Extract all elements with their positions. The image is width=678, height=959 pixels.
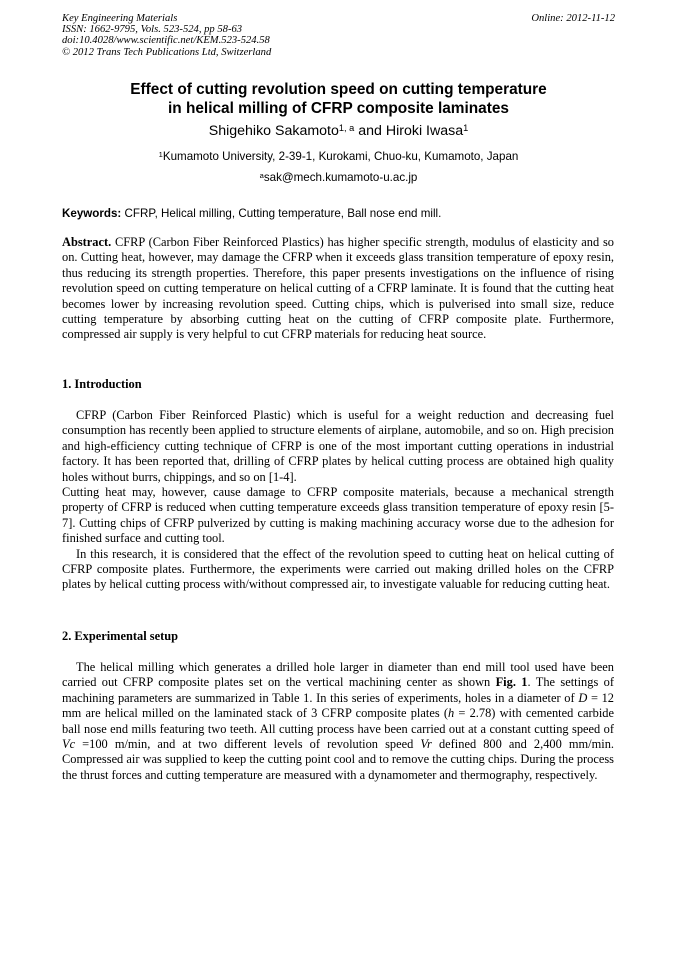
journal-name: Key Engineering Materials xyxy=(62,13,178,24)
intro-paragraph-2: Cutting heat may, however, cause damage to CFRP composite materials, because a mechanical strength property of CFRP is reduced when cutting temperature exceeds glass transition temperature of epoxy resin [5-7]. Cutting chips of CFRP pulverized by cutting is making machining accuracy worse due to the adhesion for finished surface and cutting tool. xyxy=(62,485,614,546)
section-heading-experimental-setup: 2. Experimental setup xyxy=(62,629,178,643)
keywords-label: Keywords: xyxy=(62,207,122,220)
author-2: Hiroki Iwasa xyxy=(385,123,464,139)
journal-header xyxy=(62,13,271,58)
intro-paragraph-3: In this research, it is considered that the effect of the revolution speed to cutting heat on helical cutting of CFRP composite plates. Furthermore, the experiments were carried out making drilled holes on the CFRP plates by helical cutting process with/without compressed air, to investigate valuable for reducing cutting heat. xyxy=(62,546,614,592)
setup-text: defined 800 and 2,400 mm/min. Compressed air was supplied to keep the cutting point cool and to remove the cutting chips. During the process the thrust forces and cutting temperature are measured with a dynamometer and thermography, respectively. xyxy=(62,737,614,782)
email-mark: a xyxy=(259,170,264,180)
abstract xyxy=(62,235,614,343)
experimental-setup-body xyxy=(62,660,614,783)
variable-Vr: Vr xyxy=(420,737,432,752)
online-date: Online: 2012-11-12 xyxy=(531,13,615,24)
author-1: Shigehiko Sakamoto xyxy=(208,123,339,139)
introduction-body xyxy=(62,408,614,593)
issn-line: ISSN: 1662-9795, Vols. 523-524, pp 58-63 xyxy=(62,24,243,36)
setup-paragraph-1 xyxy=(62,660,614,783)
author-list xyxy=(62,122,615,140)
keywords-text: CFRP, Helical milling, Cutting temperature, Ball nose end mill. xyxy=(121,207,442,220)
abstract-text: CFRP (Carbon Fiber Reinforced Plastics) has higher specific strength, modulus of elasticity and so on. Cutting heat, however, may damage the CFRP when it exceeds glass transition temperature of epoxy resin, thus reducing its strength properties. Therefore, this paper presents investigations on the influence of rising revolution speed on cutting temperature on helical cutting of a CFRP laminate. It is found that the cutting heat becomes lower by increasing revolution speed. Cutting chips, which is pulverised into small size, reduce cutting temperature by absorbing cutting heat on the cutting of CFRP composite plate. Furthermore, compressed air supply is very helpful to cut CFRP materials for reducing heat source. xyxy=(62,235,614,342)
keywords xyxy=(62,207,441,221)
author-1-affiliation-mark: 1, a xyxy=(338,122,355,133)
author-email xyxy=(62,171,615,185)
variable-D: D xyxy=(578,690,588,705)
title-line-1: Effect of cutting revolution speed on cutting temperature xyxy=(130,81,547,98)
affiliation-mark: 1 xyxy=(158,149,163,159)
copyright-line: © 2012 Trans Tech Publications Ltd, Switzerland xyxy=(62,46,272,58)
setup-text: =100 m/min, and at two different levels of revolution speed xyxy=(75,737,421,752)
email-link[interactable]: sak@mech.kumamoto-u.ac.jp xyxy=(263,171,418,184)
intro-paragraph-1: CFRP (Carbon Fiber Reinforced Plastic) which is useful for a weight reduction and decreasing fuel consumption has recently been applied to structure elements of airplane, automobile, and so on. High precision and high-efficiency cutting technique of CFRP is one of the most important cutting operations in industrial factory. It has been reported that, drilling of CFRP plates by helical cutting process are obtained high quality holes without burrs, chippings, and so on [1-4]. xyxy=(62,408,614,484)
paper-title xyxy=(62,80,615,118)
author-conjunction: and xyxy=(354,123,386,139)
setup-text: = 12 mm are helical milled on the laminated stack of 3 CFRP composite plates ( xyxy=(62,690,615,721)
abstract-label: Abstract. xyxy=(62,235,112,249)
setup-text: = 2.78) with cemented carbide ball nose end mills featuring two teeth. All cutting process have been carried out at a constant cutting speed of xyxy=(62,706,614,736)
section-heading-introduction: 1. Introduction xyxy=(62,377,142,391)
variable-Vc: Vc xyxy=(62,737,76,752)
figure-reference[interactable]: Fig. 1 xyxy=(495,675,528,690)
setup-text: . The settings of machining parameters are summarized in Table 1. In this series of experiments, holes in a diameter of xyxy=(62,675,614,705)
variable-h: h xyxy=(447,706,455,721)
doi-line: doi:10.4028/www.scientific.net/KEM.523-524.58 xyxy=(62,35,270,47)
setup-text: The helical milling which generates a drilled hole larger in diameter than end mill tool used have been carried out CFRP composite plates set on the vertical machining center as shown xyxy=(62,660,614,690)
affiliation-text: Kumamoto University, 2-39-1, Kurokami, Chuo-ku, Kumamoto, Japan xyxy=(162,150,519,163)
author-2-affiliation-mark: 1 xyxy=(463,122,469,133)
affiliation xyxy=(62,150,615,164)
title-line-2: in helical milling of CFRP composite laminates xyxy=(168,100,509,117)
